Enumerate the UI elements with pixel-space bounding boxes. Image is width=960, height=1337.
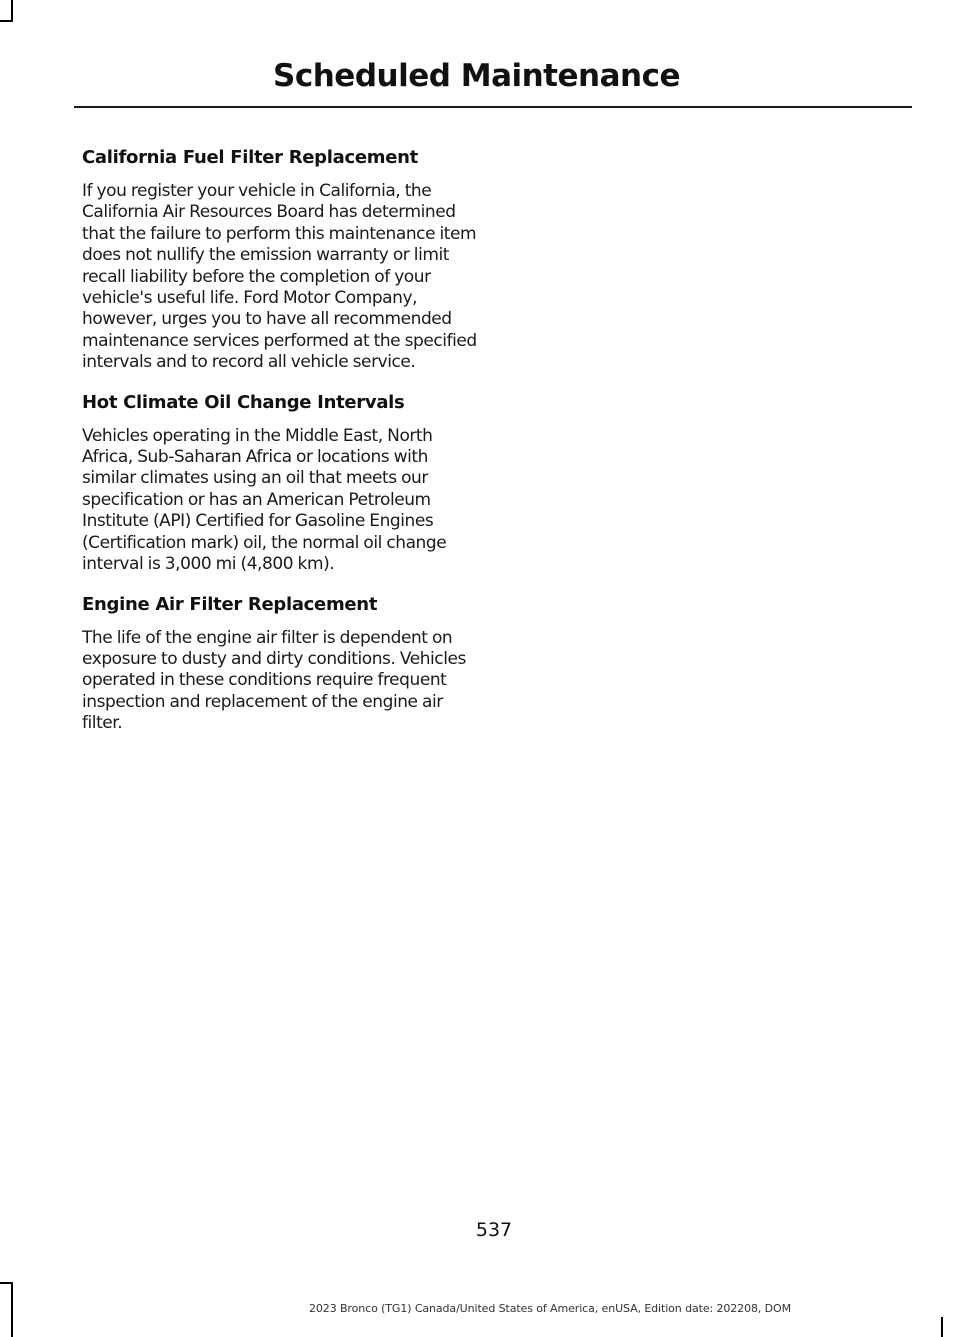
section-california-fuel-filter bbox=[82, 145, 482, 374]
crop-mark-bottom-right-vertical bbox=[941, 1317, 943, 1337]
crop-mark-bottom-left-horizontal bbox=[0, 1282, 13, 1284]
section-hot-climate-oil-change bbox=[82, 390, 482, 576]
section-body: The life of the engine air filter is dependent on exposure to dusty and dirty conditions. Vehicles operated in these conditions require frequent inspection and replacement of the engine air filter. bbox=[82, 627, 466, 734]
page-title: Scheduled Maintenance bbox=[273, 58, 680, 94]
section-heading: Engine Air Filter Replacement bbox=[82, 593, 378, 615]
section-heading: California Fuel Filter Replacement bbox=[82, 147, 418, 168]
crop-mark-top-left-vertical bbox=[11, 0, 13, 22]
header-divider bbox=[74, 106, 912, 108]
section-heading: Hot Climate Oil Change Intervals bbox=[82, 391, 405, 413]
footer-edition-info: 2023 Bronco (TG1) Canada/United States of America, enUSA, Edition date: 202208, DOM bbox=[309, 1302, 791, 1315]
page-number: 537 bbox=[475, 1219, 513, 1241]
section-body: Vehicles operating in the Middle East, North Africa, Sub-Saharan Africa or locations with similar climates using an oil that meets our specification or has an American Petroleum Institute (API) Certified for Gasoline Engines (Certification mark) oil, the normal oil change interval is 3,000 mi (4,800 km). bbox=[82, 425, 447, 575]
section-body: If you register your vehicle in California, the California Air Resources Board has determined that the failure to perform this maintenance item does not nullify the emission warranty or limit recall liability before the completion of your vehicle's useful life. Ford Motor Company, however, urges you to have all recommended maintenance services performed at the specified intervals and to record all vehicle service. bbox=[82, 181, 477, 373]
section-engine-air-filter bbox=[82, 592, 482, 735]
main-content bbox=[82, 145, 482, 751]
crop-mark-top-left-horizontal bbox=[0, 20, 13, 22]
